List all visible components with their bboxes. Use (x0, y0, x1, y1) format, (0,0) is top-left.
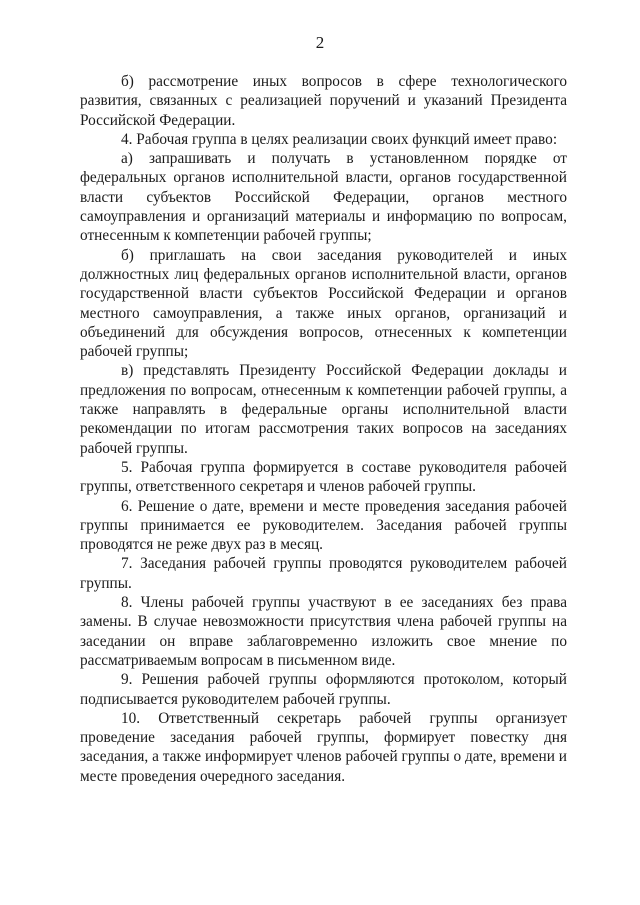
page-number: 2 (315, 33, 325, 52)
paragraph-4a-request-materials: а) запрашивать и получать в установленном порядке от федеральных органов исполнительной власти, органов государственной власти субъектов Российской Федерации, органов местного самоуправления и организаций материалы и информацию по вопросам, отнесенным к компетенции рабочей группы; (80, 150, 567, 245)
paragraph-7-meeting-chair: 7. Заседания рабочей группы проводятся руководителем рабочей группы. (80, 555, 567, 592)
paragraph-9-decisions-protocol: 9. Решения рабочей группы оформляются протоколом, который подписывается руководителем рабочей группы. (80, 671, 567, 708)
paragraph-6-meeting-schedule: 6. Решение о дате, времени и месте проведения заседания рабочей группы принимается ее руководителем. Заседания рабочей группы проводятся не реже двух раз в месяц. (80, 497, 567, 554)
paragraph-4-rights: 4. Рабочая группа в целях реализации своих функций имеет право: (121, 130, 558, 148)
paragraph-8-members-participation: 8. Члены рабочей группы участвуют в ее заседаниях без права замены. В случае невозможности присутствия члена рабочей группы на заседании он вправе заблаговременно изложить свое мнение по рассматриваемым вопросам в письменном виде. (80, 594, 567, 669)
paragraph-4c-submit-reports: в) представлять Президенту Российской Федерации доклады и предложения по вопросам, отнесенным к компетенции рабочей группы, а также направлять в федеральные органы исполнительной власти рекомендации по итогам рассмотрения таких вопросов на заседаниях рабочей группы. (80, 362, 567, 457)
paragraph-5-composition: 5. Рабочая группа формируется в составе руководителя рабочей группы, ответственного секретаря и членов рабочей группы. (80, 458, 567, 496)
paragraph-b-technological-development: б) рассмотрение иных вопросов в сфере технологического развития, связанных с реализацией поручений и указаний Президента Российской Федерации. (80, 73, 567, 129)
paragraph-10-secretary-duties: 10. Ответственный секретарь рабочей группы организует проведение заседания рабочей группы, формирует повестку дня заседания, а также информирует членов рабочей группы о дате, времени и месте проведения очередного заседания. (80, 709, 567, 785)
document-body (80, 72, 567, 786)
paragraph-4b-invite-officials: б) приглашать на свои заседания руководителей и иных должностных лиц федеральных органов исполнительной власти, органов государственной власти субъектов Российской Федерации и органов местного самоуправления, а также иных органов, организаций и объединений для обсуждения вопросов, отнесенных к компетенции рабочей группы; (80, 246, 567, 361)
